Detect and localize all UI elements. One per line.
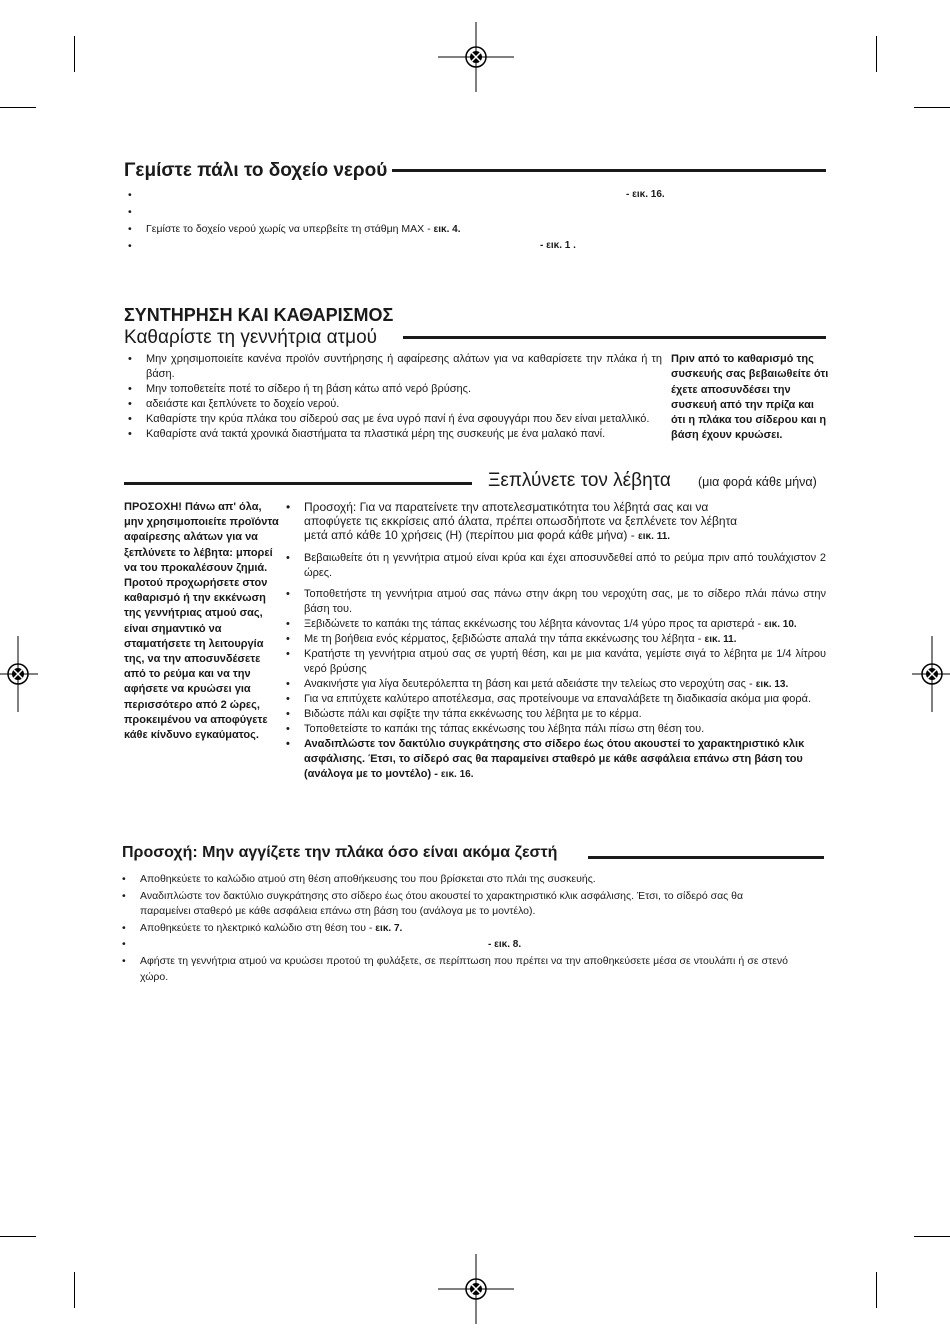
- list-item: • Για να επιτύχετε καλύτερο αποτέλεσμα, σας προτείνουμε να επαναλάβετε τη διαδικασία ακόμα μια φορά.: [282, 692, 826, 707]
- figure-ref: • - εικ. 16.: [626, 189, 665, 200]
- trim-mark: [0, 1236, 36, 1237]
- maintenance-note: Πριν από το καθαρισμό της συσκευής σας βεβαιωθείτε ότι έχετε αποσυνδέσει την συσκευή από την πρίζα και ότι η πλάκα του σίδερου και η βάση έχουν κρυώσει.: [671, 353, 829, 442]
- figure-ref: • - εικ. 1 .: [540, 240, 576, 251]
- rinse-list: [282, 500, 826, 782]
- figure-ref: εικ. 11.: [704, 634, 737, 645]
- section-title-clean: Καθαρίστε τη γεννήτρια ατμού: [124, 327, 378, 348]
- section-rule: [588, 856, 824, 859]
- figure-ref: εικ. 4.: [433, 224, 461, 235]
- registration-mark-icon: [912, 636, 950, 712]
- registration-mark-icon: [438, 1254, 514, 1324]
- caution-list: [118, 872, 788, 985]
- list-item: • Προσοχή: Για να παρατείνετε την αποτελεσματικότητα του λέβητά σας και να αποφύγετε τις εκκρίσεις από άλατα, πρέπει οπωσδήποτε να ξεπλένετε τον λέβητα μετά από κάθε 10 χρήσεις (Η) (περίπου μια φορά κάθε μήνα) - εικ. 11.: [282, 500, 826, 544]
- section-rule: [392, 169, 826, 172]
- list-item: • Βεβαιωθείτε ότι η γεννήτρια ατμού είναι κρύα και έχει αποσυνδεθεί από το ρεύμα πριν από τουλάχιστον 2 ώρες.: [282, 551, 826, 581]
- figure-ref: εικ. 13.: [755, 679, 789, 690]
- figure-ref: εικ. 7.: [375, 922, 403, 934]
- warning-note: ΠΡΟΣΟΧΗ! Πάνω απ' όλα, μην χρησιμοποιείτε προϊόντα αφαίρεσης αλάτων για να ξεπλύνετε το λέβητα: μπορεί να του προκαλέσουν ζημιά. Προτού προχωρήσετε στον καθαρισμό ή την εκκένωση της γεννήτριας ατμού σας, είναι σημαντικό να σταματήσετε τη λειτουργία της, να την αποσυνδέσετε από το ρεύμα και να την αφήσετε να κρυώσει για περισσότερο από 2 ώρες, προκειμένου να αποφύγετε κάθε κίνδυνο εγκαύματος.: [124, 501, 279, 742]
- registration-mark-icon: [0, 636, 38, 712]
- trim-mark: [876, 1272, 877, 1308]
- list-item: • αδειάστε και ξεπλύνετε το δοχείο νερού.: [124, 397, 662, 412]
- refill-list: [124, 187, 824, 254]
- section-title-caution: Προσοχή: Μην αγγίζετε την πλάκα όσο είναι ακόμα ζεστή: [122, 844, 558, 861]
- list-item: • Μην χρησιμοποιείτε κανένα προϊόν συντήρησης ή αφαίρεσης αλάτων για να καθαρίσετε την πλάκα ή τη βάση.: [124, 352, 662, 382]
- list-item: • Βιδώστε πάλι και σφίξτε την τάπα εκκένωσης του λέβητα με το κέρμα.: [282, 707, 826, 722]
- list-item: • Αποθηκεύετε το καλώδιο ατμού στη θέση αποθήκευσης του που βρίσκεται στο πλάι της συσκευής.: [118, 872, 788, 888]
- list-item: • Αναδιπλώστε τον δακτύλιο συγκράτησης στο σίδερο έως ότου ακουστεί το χαρακτηριστικό κλικ ασφάλισης. Έτσι, το σίδερό σας θα παραμείνει σταθερό με κάθε ασφάλεια επάνω στη βάση του (ανάλογα με το μοντέλο).: [118, 889, 788, 920]
- trim-mark: [876, 36, 877, 72]
- list-item: • Μην τοποθετείτε ποτέ το σίδερο ή τη βάση κάτω από νερό βρύσης.: [124, 382, 662, 397]
- trim-mark: [0, 107, 36, 108]
- page-heading: ΣΥΝΤΗΡΗΣΗ ΚΑΙ ΚΑΘΑΡΙΣΜΟΣ: [124, 305, 394, 325]
- list-item: • Τοποθετήστε τη γεννήτρια ατμού σας πάνω στην άκρη του νεροχύτη σας, με το σίδερο πλάι πάνω στην βάση του.: [282, 587, 826, 617]
- list-item: [124, 204, 824, 220]
- list-item: • Καθαρίστε την κρύα πλάκα του σίδερού σας με ένα υγρό πανί ή ένα σφουγγάρι που δεν είναι μεταλλικό.: [124, 412, 662, 427]
- figure-ref: εικ. 16.: [440, 769, 474, 780]
- trim-mark: [914, 107, 950, 108]
- list-item: • Αναδιπλώστε τον δακτύλιο συγκράτησης στο σίδερο έως ότου ακουστεί το χαρακτηριστικό κλικ ασφάλισης. Έτσι, το σίδερό σας θα παραμείνει σταθερό με κάθε ασφάλεια επάνω στη βάση του (ανάλογα με το μοντέλο) - εικ. 16.: [282, 737, 826, 782]
- list-item: • Ανακινήστε για λίγα δευτερόλεπτα τη βάση και μετά αδειάστε την τελείως στο νεροχύτη σας - εικ. 13.: [282, 677, 826, 692]
- list-item: • Καθαρίστε ανά τακτά χρονικά διαστήματα τα πλαστικά μέρη της συσκευής με ένα μαλακό πανί.: [124, 427, 662, 442]
- section-subtitle: (μια φορά κάθε μήνα): [698, 475, 817, 489]
- list-item: [118, 937, 788, 953]
- section-rule: [403, 336, 826, 339]
- section-rule: [124, 482, 472, 485]
- trim-mark: [74, 1272, 75, 1308]
- list-item: [124, 187, 824, 203]
- list-item: • Αποθηκεύετε το ηλεκτρικό καλώδιο στη θέση του - εικ. 7.: [118, 921, 788, 937]
- list-item: • Κρατήστε τη γεννήτρια ατμού σας σε γυρτή θέση, και με μια κανάτα, γεμίστε σιγά το λέβητα με 1/4 λίτρου νερό βρύσης: [282, 647, 826, 677]
- list-item: • Τοποθετείστε το καπάκι της τάπας εκκένωσης του λέβητα πάλι πίσω στη θέση του.: [282, 722, 826, 737]
- list-item: • Αφήστε τη γεννήτρια ατμού να κρυώσει προτού τη φυλάξετε, σε περίπτωση που πρέπει να την αποθηκεύσετε μέσα σε ντουλάπι ή σε στενό χώρο.: [118, 954, 788, 985]
- list-item: • Ξεβιδώνετε το καπάκι της τάπας εκκένωσης του λέβητα κάνοντας 1/4 γύρο προς τα αριστερά - εικ. 10.: [282, 617, 826, 632]
- figure-ref: εικ. 10.: [764, 619, 797, 630]
- list-item: [124, 238, 824, 254]
- list-item: • Με τη βοήθεια ενός κέρματος, ξεβιδώστε απαλά την τάπα εκκένωσης του λέβητα - εικ. 11.: [282, 632, 826, 647]
- registration-mark-icon: [438, 22, 514, 92]
- trim-mark: [74, 36, 75, 72]
- figure-ref: εικ. 11.: [638, 531, 671, 542]
- list-item: • Γεμίστε το δοχείο νερού χωρίς να υπερβείτε τη στάθμη MAX - εικ. 4.: [124, 221, 824, 237]
- figure-ref: • - εικ. 8.: [488, 939, 522, 950]
- maintenance-list: [124, 352, 662, 442]
- trim-mark: [914, 1236, 950, 1237]
- section-title-refill: Γεμίστε πάλι το δοχείο νερού: [124, 160, 388, 181]
- section-title-rinse: Ξεπλύνετε τον λέβητα: [488, 470, 671, 491]
